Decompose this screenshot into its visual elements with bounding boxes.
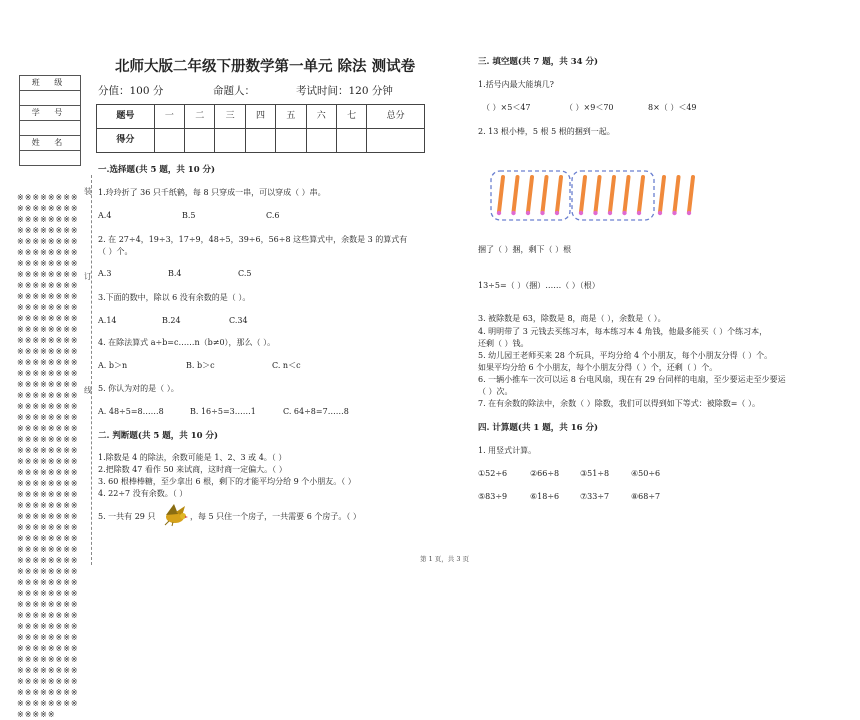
fill-question: 7. 在有余数的除法中，余数（ ）除数，我们可以得到如下等式：被除数=（ ）。 <box>478 399 760 408</box>
score-cell[interactable] <box>367 129 425 153</box>
score-row-label: 得分 <box>97 129 155 153</box>
stick <box>514 177 518 212</box>
option-c[interactable]: C. n＜c <box>272 361 301 370</box>
option-c[interactable]: C.34 <box>229 316 248 325</box>
bird-icon <box>160 502 188 526</box>
stick <box>528 177 532 212</box>
stick <box>610 177 614 212</box>
question-stem: 1.玲玲折了 36 只千纸鹤，每 8 只穿成一串，可以穿成（ ）串。 <box>98 188 326 197</box>
sticks-illustration <box>488 168 703 223</box>
calc-item: ②66÷8 <box>530 469 560 478</box>
option-b[interactable]: B.24 <box>162 316 181 325</box>
stick-tip <box>687 211 691 215</box>
binding-line <box>91 175 92 565</box>
question-stem: 2. 在 27÷4，19÷3，17÷9，48÷5，39÷6，56÷8 这些算式中，余数是 3 的算式有 <box>98 235 408 244</box>
question-stem: 4. 在除法算式 a÷b=c……n（b≠0），那么（ ）。 <box>98 338 276 347</box>
option-b[interactable]: B.5 <box>182 211 196 220</box>
setter-label: 命题人： <box>213 85 255 97</box>
fill-question: 4. 明明带了 3 元钱去买练习本，每本练习本 4 角钱，他最多能买（ ）个练习本， <box>478 327 768 336</box>
stick-tip <box>497 211 501 215</box>
stick-tip <box>608 211 612 215</box>
stick-tip <box>622 211 626 215</box>
score-cell[interactable] <box>154 129 184 153</box>
score-cell[interactable] <box>185 129 215 153</box>
name-field[interactable] <box>20 151 81 166</box>
calc-item: ⑦33÷7 <box>580 492 610 501</box>
stick-tip <box>511 211 515 215</box>
fill-question: 3. 被除数是 63，除数是 8，商是（ ），余数是（ ）。 <box>478 314 666 323</box>
stick-tip <box>637 211 641 215</box>
score-table <box>96 104 425 153</box>
score-cell[interactable] <box>215 129 245 153</box>
stick <box>581 177 585 212</box>
fill-question: 1.括号内最大能填几? <box>478 80 554 89</box>
score-header-cell: 五 <box>276 105 306 129</box>
judge-item: 1.除数是 4 的除法，余数可能是 1、2、3 或 4。（ ） <box>98 453 287 462</box>
stick <box>625 177 629 212</box>
class-label: 班 级 <box>20 76 81 91</box>
judge-item: 2.把除数 47 看作 50 来试商，这时商一定偏大。（ ） <box>98 465 287 474</box>
stick-tip <box>593 211 597 215</box>
stick <box>639 177 643 212</box>
judge-item-5b: ，每 5 只住一个房子，一共需要 6 个房子。（ ） <box>190 512 361 521</box>
question-stem: 3.下面的数中，除以 6 没有余数的是（ ）。 <box>98 293 251 302</box>
seal-char-3: 线 <box>84 386 92 395</box>
option-a[interactable]: A. 48÷5=8……8 <box>98 407 164 416</box>
calc-item: ①52÷6 <box>478 469 508 478</box>
score-cell[interactable] <box>276 129 306 153</box>
score-cell[interactable] <box>336 129 366 153</box>
question-stem-cont: （ ）个。 <box>98 247 133 256</box>
stick <box>543 177 547 212</box>
exam-time: 考试时间：120 分钟 <box>296 85 393 97</box>
score-header-cell: 题号 <box>97 105 155 129</box>
stick <box>499 177 503 212</box>
fill-question: 捆了（ ）捆，剩下（ ）根 <box>478 245 572 254</box>
stick <box>675 177 679 212</box>
judge-item: 4. 22÷7 没有余数。（ ） <box>98 489 188 498</box>
score-value: 分值：100 分 <box>98 85 164 97</box>
student-info-table <box>19 75 81 166</box>
option-c[interactable]: C. 64÷8=7……8 <box>283 407 349 416</box>
question-stem: 5. 你认为对的是（ ）。 <box>98 384 179 393</box>
option-b[interactable]: B.4 <box>168 269 182 278</box>
stick <box>660 177 664 212</box>
stick-tip <box>540 211 544 215</box>
section-4-title: 四. 计算题(共 1 题，共 16 分) <box>478 423 599 433</box>
number-label: 学 号 <box>20 106 81 121</box>
option-a[interactable]: A.3 <box>98 269 112 278</box>
seal-char-2: 订 <box>84 272 92 281</box>
fill-question: 2. 13 根小棒，5 根 5 根的捆到一起。 <box>478 127 615 136</box>
score-header-cell: 一 <box>154 105 184 129</box>
section-3-title: 三. 填空题(共 7 题，共 34 分) <box>478 57 599 67</box>
option-b[interactable]: B. b＞c <box>186 361 215 370</box>
fill-question: 如果平均分给 6 个小朋友，每个小朋友分得（ ）个，还剩（ ）个。 <box>478 363 718 372</box>
score-header-cell: 总分 <box>367 105 425 129</box>
stick <box>557 177 561 212</box>
stick-tip <box>672 211 676 215</box>
fill-question: 5. 幼儿园王老师买来 28 个玩具，平均分给 4 个小朋友，每个小朋友分得（ ）个。 <box>478 351 773 360</box>
judge-item: 3. 60 根棒棒糖，至少拿出 6 根，剩下的才能平均分给 9 个小朋友。（ ） <box>98 477 356 486</box>
stick <box>596 177 600 212</box>
calc-item: ⑧68÷7 <box>631 492 661 501</box>
stick <box>689 177 693 212</box>
calc-item: ③51÷8 <box>580 469 610 478</box>
score-cell[interactable] <box>245 129 275 153</box>
fill-question: （ ）次。 <box>478 387 513 396</box>
option-a[interactable]: A.14 <box>98 316 117 325</box>
option-b[interactable]: B. 16÷5=3……1 <box>190 407 256 416</box>
calc-question: 1. 用竖式计算。 <box>478 446 537 455</box>
fill-blank[interactable]: （ ）×9＜70 <box>565 103 614 112</box>
option-a[interactable]: A. b＞n <box>98 361 128 370</box>
stick-tip <box>579 211 583 215</box>
judge-item-5a: 5. 一共有 29 只 <box>98 512 156 521</box>
option-a[interactable]: A.4 <box>98 211 112 220</box>
page-footer: 第 1 页，共 3 页 <box>420 555 470 563</box>
calc-item: ⑥18÷6 <box>530 492 560 501</box>
stick-tip <box>555 211 559 215</box>
calc-item: ④50÷6 <box>631 469 661 478</box>
stick-tip <box>658 211 662 215</box>
score-header-cell: 三 <box>215 105 245 129</box>
score-header-cell: 六 <box>306 105 336 129</box>
binding-pattern: ※※※※※※※※※※※※※※※※※※※※※※※※※※※※※※※※※※※※※※※※※※※※※※※※※※※※※※※※※※※※※※※※※※※※※※※※※※※※※※※※※※※※※※※※※※※※※※※※※※※※※※※※※※※※※※※※※※※※※※※※※※※※※※※※※※※※※※※※※※※※※※※※※※※※※※※※※※※※※※※※※※※※※※※※※※※※※※※※※※※※※※※※※※※※※※※※※※※※※※※※※※※※※※※※※※※※※※※※※※※※※※※※※※※※※※※※※※※※※※※※※※※※※※※※※※※※※※※※※※※※※※※※※※※※※※※※※※※※※※※※※※※※※※※※※※※※※※※※※※※※※※※※※※※※※※※※※※※※※※※※※※※※※※※※※※※※※※※※※※※※※※※※※※※※※※※※※※※※※※※※※※※※※※※※※※※※※※※※※※※※※ <box>17 193 79 719</box>
seal-char-1: 装 <box>84 187 92 196</box>
score-header-cell: 二 <box>185 105 215 129</box>
fill-blank[interactable]: 8×（ ）＜49 <box>648 103 697 112</box>
number-field[interactable] <box>20 121 81 136</box>
page-title: 北师大版二年级下册数学第一单元 除法 测试卷 <box>115 59 416 75</box>
fill-question: 6. 一辆小推车一次可以运 8 台电风扇，现在有 29 台同样的电扇，至少要运走至少要运 <box>478 375 786 384</box>
option-c[interactable]: C.5 <box>238 269 252 278</box>
fill-question: 13÷5=（ ）（捆）……（ ）（根） <box>478 281 600 290</box>
fill-blank[interactable]: （ ）×5＜47 <box>482 103 531 112</box>
fill-question: 还剩（ ）钱。 <box>478 339 529 348</box>
section-1-title: 一.选择题(共 5 题，共 10 分) <box>98 165 216 175</box>
stick-tip <box>526 211 530 215</box>
calc-item: ⑤83÷9 <box>478 492 508 501</box>
score-cell[interactable] <box>306 129 336 153</box>
class-field[interactable] <box>20 91 81 106</box>
option-c[interactable]: C.6 <box>266 211 280 220</box>
score-header-cell: 七 <box>336 105 366 129</box>
name-label: 姓 名 <box>20 136 81 151</box>
section-2-title: 二. 判断题(共 5 题，共 10 分) <box>98 431 219 441</box>
score-header-cell: 四 <box>245 105 275 129</box>
